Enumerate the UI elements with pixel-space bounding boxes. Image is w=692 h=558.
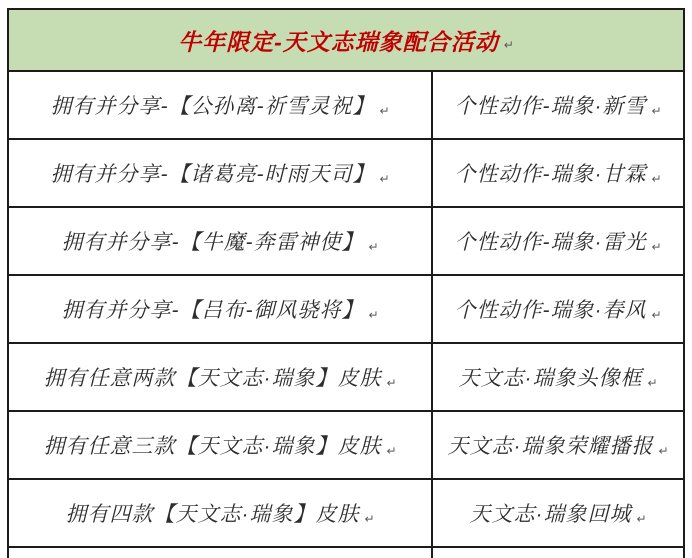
paragraph-mark-icon: ↵ xyxy=(636,512,647,526)
condition-text: 拥有四款【天文志·瑞象】皮肤 xyxy=(65,503,360,526)
condition-text: 拥有并分享-【牛魔-奔雷神使】 xyxy=(61,231,364,254)
paragraph-mark-icon: ↵ xyxy=(647,376,658,390)
reward-cell xyxy=(433,140,683,206)
reward-cell xyxy=(433,548,683,558)
condition-text: 拥有并分享-【吕布-御风骁将】 xyxy=(61,299,364,322)
condition-cell xyxy=(9,344,433,410)
reward-text: 个性动作-瑞象·甘霖 xyxy=(454,163,647,186)
condition-cell xyxy=(9,412,433,478)
condition-cell xyxy=(9,72,433,138)
reward-cell xyxy=(433,344,683,410)
paragraph-mark-icon: ↵ xyxy=(651,104,662,118)
activity-table xyxy=(7,8,685,558)
paragraph-mark-icon: ↵ xyxy=(368,240,379,254)
condition-text: 拥有任意两款【天文志·瑞象】皮肤 xyxy=(43,367,382,390)
reward-text: 个性动作-瑞象·雷光 xyxy=(454,231,647,254)
table-row xyxy=(9,344,683,412)
paragraph-mark-icon: ↵ xyxy=(386,444,397,458)
paragraph-mark-icon: ↵ xyxy=(386,376,397,390)
condition-text: 拥有并分享-【诸葛亮-时雨天司】 xyxy=(50,163,375,186)
reward-text: 天文志·瑞象荣耀播报 xyxy=(447,435,654,458)
paragraph-mark-icon: ↵ xyxy=(651,172,662,186)
paragraph-mark-icon: ↵ xyxy=(379,104,390,118)
condition-text: 拥有并分享-【公孙离-祈雪灵祝】 xyxy=(50,95,375,118)
table-row xyxy=(9,72,683,140)
table-row xyxy=(9,480,683,548)
condition-cell xyxy=(9,480,433,546)
paragraph-mark-icon: ↵ xyxy=(658,444,669,458)
reward-text: 天文志·瑞象头像框 xyxy=(458,367,643,390)
table-row xyxy=(9,412,683,480)
paragraph-mark-icon: ↵ xyxy=(368,308,379,322)
condition-cell xyxy=(9,276,433,342)
reward-cell xyxy=(433,412,683,478)
paragraph-mark-icon: ↵ xyxy=(503,38,514,52)
paragraph-mark-icon: ↵ xyxy=(651,308,662,322)
table-row xyxy=(9,276,683,344)
paragraph-mark-icon: ↵ xyxy=(379,172,390,186)
table-title: 牛年限定-天文志瑞象配合活动 xyxy=(178,28,499,55)
reward-cell xyxy=(433,276,683,342)
paragraph-mark-icon: ↵ xyxy=(364,512,375,526)
reward-cell xyxy=(433,480,683,546)
condition-cell xyxy=(9,140,433,206)
table-row xyxy=(9,140,683,208)
reward-text: 天文志·瑞象回城 xyxy=(469,503,632,526)
condition-text: 拥有任意三款【天文志·瑞象】皮肤 xyxy=(43,435,382,458)
reward-cell xyxy=(433,208,683,274)
condition-cell xyxy=(9,208,433,274)
table-row xyxy=(9,208,683,276)
reward-cell xyxy=(433,72,683,138)
paragraph-mark-icon: ↵ xyxy=(651,240,662,254)
reward-text: 个性动作-瑞象·春风 xyxy=(454,299,647,322)
table-header-row xyxy=(9,10,683,72)
reward-text: 个性动作-瑞象·新雪 xyxy=(454,95,647,118)
condition-cell xyxy=(9,548,433,558)
table-row-cutoff xyxy=(9,548,683,558)
